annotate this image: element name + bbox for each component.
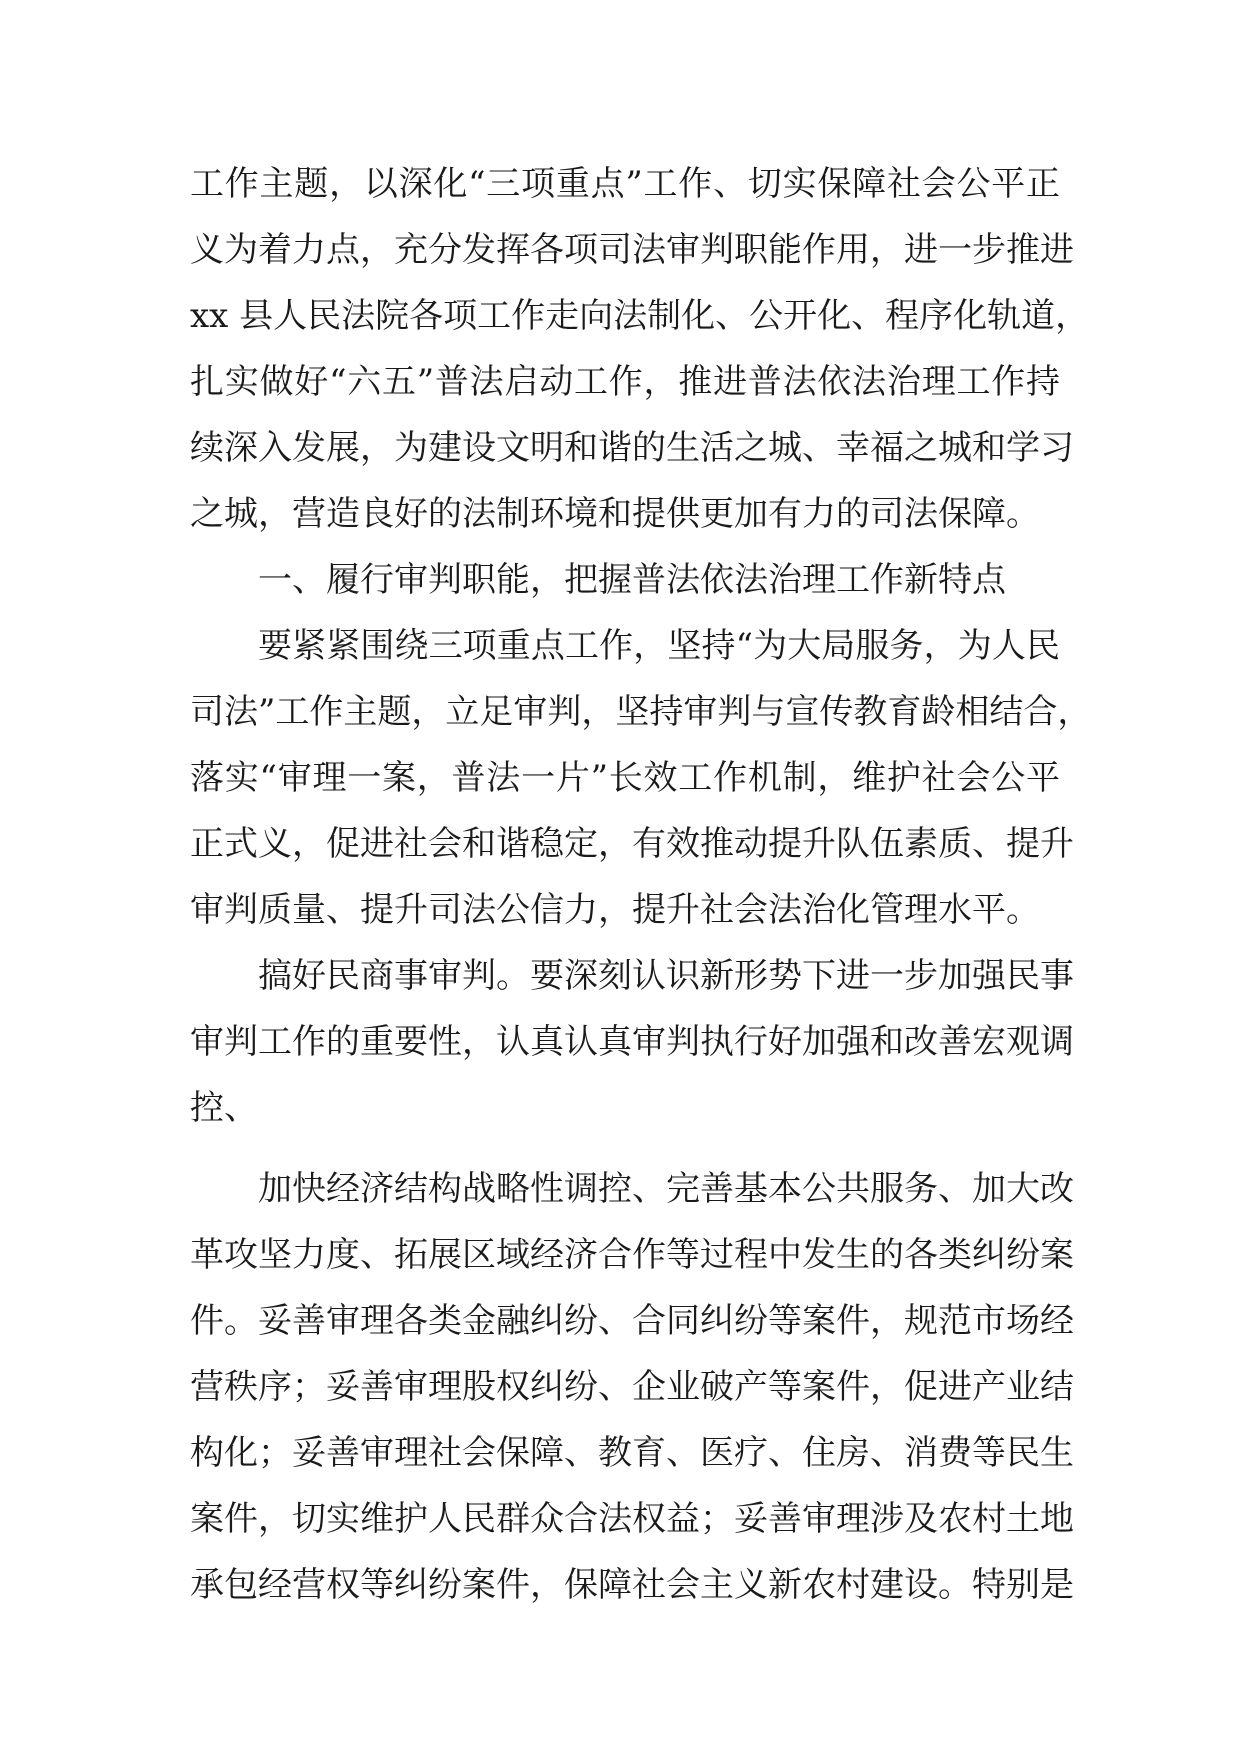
text-line: 扎实做好“六五”普法启动工作，推进普法依法治理工作持	[190, 362, 1060, 402]
text-line: 构化；妥善审理社会保障、教育、医疗、住房、消费等民生	[190, 1433, 1074, 1473]
text-line: 正式义，促进社会和谐稳定，有效推动提升队伍素质、提升	[190, 824, 1074, 864]
text-line: 落实“审理一案，普法一片”长效工作机制，维护社会公平	[190, 758, 1060, 798]
text-line: 控、	[190, 1088, 258, 1128]
text-line: 营秩序；妥善审理股权纠纷、企业破产等案件，促进产业结	[190, 1367, 1074, 1407]
text-line: 案件，切实维护人民群众合法权益；妥善审理涉及农村土地	[190, 1499, 1074, 1539]
text-line: 审判质量、提升司法公信力，提升社会法治化管理水平。	[190, 890, 1040, 930]
text-line: 件。妥善审理各类金融纠纷、合同纠纷等案件，规范市场经	[190, 1301, 1074, 1341]
text-line: 搞好民商事审判。要深刻认识新形势下进一步加强民事	[258, 956, 1074, 996]
text-line: 承包经营权等纠纷案件，保障社会主义新农村建设。特别是	[190, 1565, 1074, 1605]
text-line: 之城，营造良好的法制环境和提供更加有力的司法保障。	[190, 494, 1040, 534]
text-line: xx 县人民法院各项工作走向法制化、公开化、程序化轨道，	[190, 296, 1090, 336]
text-line: 续深入发展，为建设文明和谐的生活之城、幸福之城和学习	[190, 428, 1074, 468]
text-line: 加快经济结构战略性调控、完善基本公共服务、加大改	[258, 1169, 1074, 1209]
text-line: 工作主题，以深化“三项重点”工作、切实保障社会公平正	[190, 164, 1060, 204]
text-line: 义为着力点，充分发挥各项司法审判职能作用，进一步推进	[190, 230, 1074, 270]
text-line: 审判工作的重要性，认真认真审判执行好加强和改善宏观调	[190, 1022, 1074, 1062]
text-line: 要紧紧围绕三项重点工作，坚持“为大局服务，为人民	[258, 626, 1060, 666]
text-line: 司法”工作主题，立足审判，坚持审判与宣传教育龄相结合，	[190, 692, 1092, 732]
text-line: 革攻坚力度、拓展区域经济合作等过程中发生的各类纠纷案	[190, 1235, 1074, 1275]
section-heading: 一、履行审判职能，把握普法依法治理工作新特点	[258, 560, 1006, 600]
